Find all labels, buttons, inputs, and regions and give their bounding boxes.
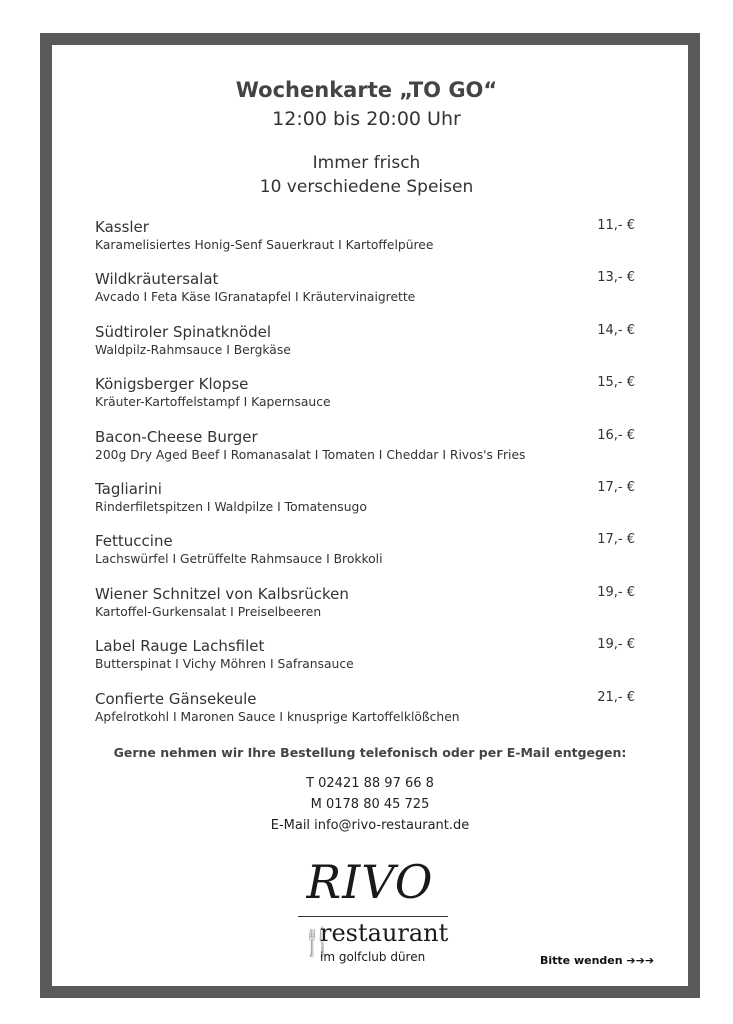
menu-item: [95, 322, 635, 374]
item-price: 17,- €: [597, 479, 635, 495]
item-description: Kräuter-Kartoffelstampf I Kapernsauce: [95, 395, 331, 410]
item-price: 15,- €: [597, 375, 635, 391]
logo-tag: im golfclub düren: [320, 950, 426, 964]
item-name: Kassler: [95, 218, 149, 236]
order-note: Gerne nehmen wir Ihre Bestellung telefonisch oder per E-Mail entgegen:: [113, 745, 627, 760]
item-description: Rinderfiletspitzen I Waldpilze I Tomatensugo: [95, 499, 367, 514]
item-price: 16,- €: [597, 427, 635, 443]
item-price: 11,- €: [597, 218, 635, 233]
item-description: Avcado I Feta Käse IGranatapfel I Kräutervinaigrette: [95, 290, 416, 305]
item-description: 200g Dry Aged Beef I Romanasalat I Tomaten I Cheddar I Rivos's Fries: [95, 447, 526, 462]
menu-item: [95, 427, 635, 479]
menu-list: [95, 217, 635, 741]
cutlery-icon: 🍴: [300, 925, 335, 958]
item-name: Label Rauge Lachsfilet: [95, 637, 265, 656]
menu-item: [95, 636, 635, 688]
opening-hours: 12:00 bis 20:00 Uhr: [272, 108, 461, 130]
item-description: Karamelisiertes Honig-Senf Sauerkraut I Kartoffelpüree: [95, 238, 434, 252]
item-price: 19,- €: [597, 584, 635, 600]
menu-item: [95, 531, 635, 583]
phone: T 02421 88 97 66 8: [306, 776, 434, 791]
page-title: Wochenkarte „TO GO“: [235, 78, 498, 102]
menu-item: [95, 584, 635, 636]
item-name: Fettuccine: [95, 532, 173, 551]
item-description: Waldpilz-Rahmsauce I Bergkäse: [95, 342, 291, 357]
item-price: 17,- €: [597, 532, 635, 548]
rivo-logo: [290, 855, 450, 975]
please-turn-note: Bitte wenden ➔➔➔: [540, 954, 655, 967]
email: E-Mail info@rivo-restaurant.de: [270, 818, 470, 833]
mobile: M 0178 80 45 725: [310, 797, 430, 812]
logo-name: RIVO: [306, 855, 434, 909]
menu-item: [95, 374, 635, 426]
item-price: 21,- €: [597, 689, 635, 705]
item-price: 13,- €: [597, 270, 635, 286]
tagline-fresh: Immer frisch: [312, 153, 421, 173]
item-name: Königsberger Klopse: [95, 375, 249, 394]
item-price: 19,- €: [597, 637, 635, 653]
item-name: Confierte Gänsekeule: [95, 689, 257, 708]
item-name: Wiener Schnitzel von Kalbsrücken: [95, 584, 349, 603]
item-description: Butterspinat I Vichy Möhren I Safransauce: [95, 657, 354, 672]
item-price: 14,- €: [597, 322, 635, 338]
menu-item: [95, 689, 635, 741]
item-description: Lachswürfel I Getrüffelte Rahmsauce I Brokkoli: [95, 552, 383, 567]
item-description: Kartoffel-Gurkensalat I Preiselbeeren: [95, 604, 322, 619]
item-name: Wildkräutersalat: [95, 270, 219, 289]
item-name: Tagliarini: [95, 479, 162, 498]
logo-rule: [298, 916, 448, 917]
logo-sub: restaurant: [320, 919, 449, 947]
menu-item: [95, 269, 635, 321]
menu-item: [95, 217, 635, 269]
tagline-count: 10 verschiedene Speisen: [259, 177, 474, 197]
item-name: Südtiroler Spinatknödel: [95, 322, 272, 341]
menu-item: [95, 479, 635, 531]
item-name: Bacon-Cheese Burger: [95, 427, 258, 446]
item-description: Apfelrotkohl I Maronen Sauce I knusprige Kartoffelklößchen: [95, 709, 460, 724]
